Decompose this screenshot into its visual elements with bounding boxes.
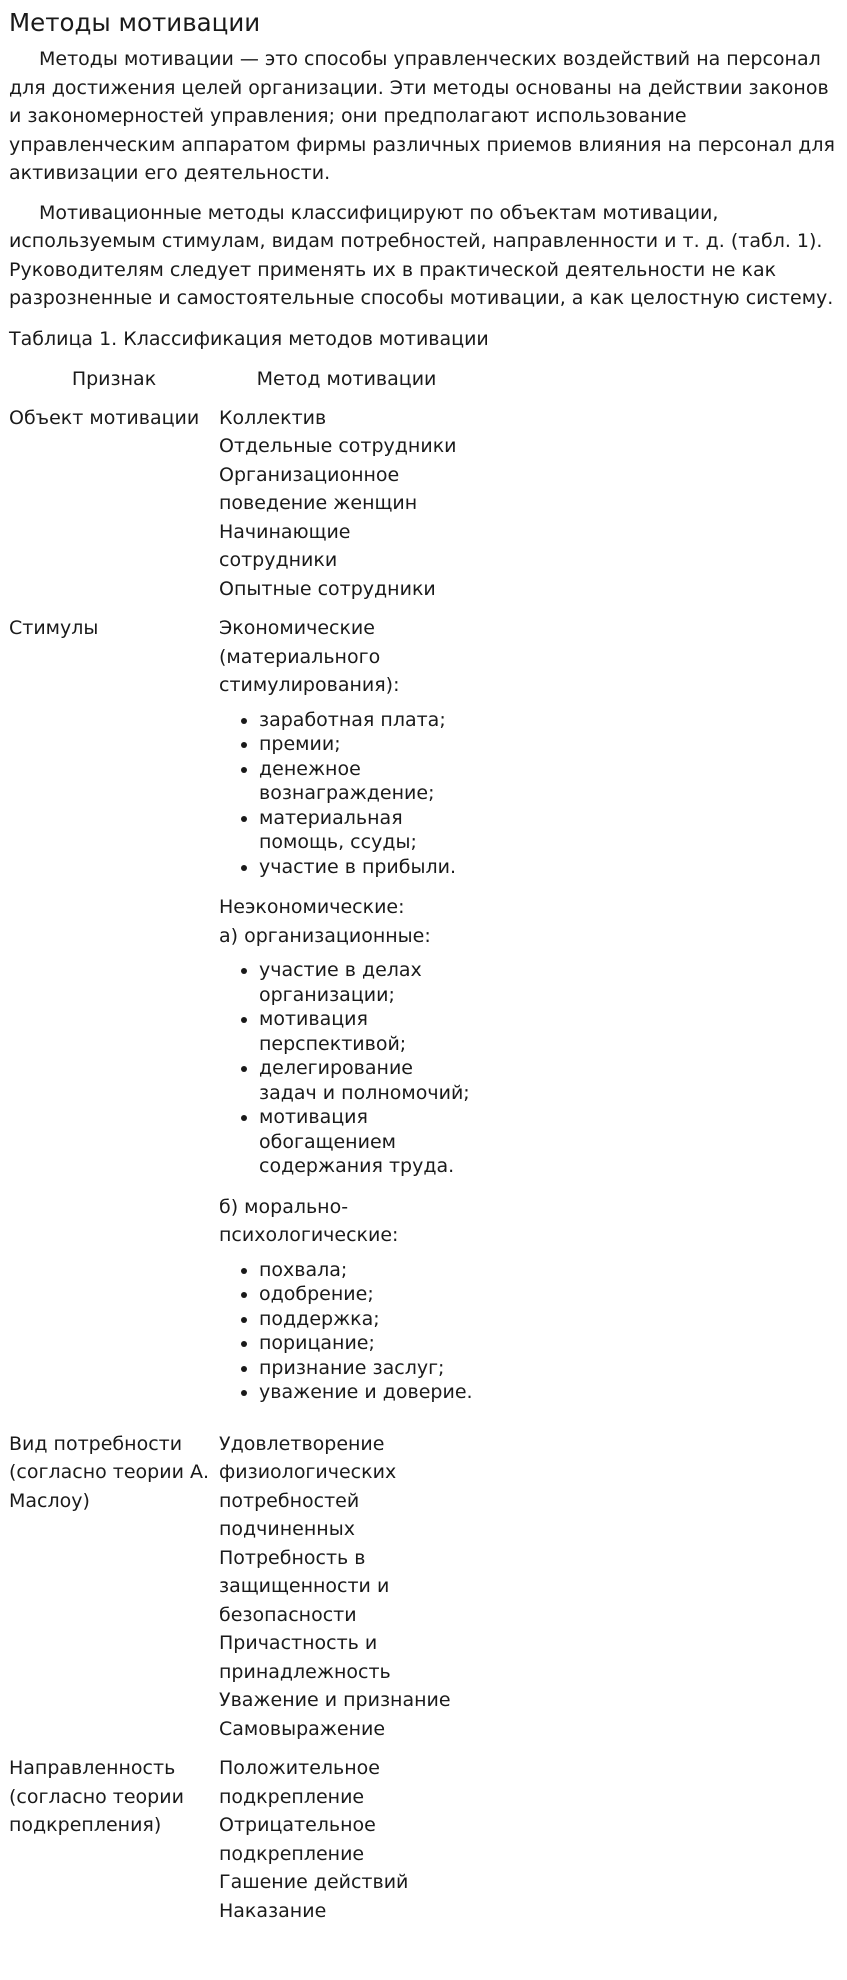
method-item: Начинающие сотрудники xyxy=(219,520,351,571)
list-item: • признание заслуг; xyxy=(259,1356,474,1381)
list-item: • премии; xyxy=(259,732,474,757)
header-feature: Признак xyxy=(71,368,157,390)
method-cell xyxy=(219,404,474,615)
organizational-list xyxy=(219,958,474,1179)
economic-heading: Экономические (материального стимулирования): xyxy=(219,617,400,696)
method-item: Причастность и принадлежность xyxy=(219,1632,391,1683)
table-caption: Таблица 1. Классификация методов мотивации xyxy=(9,327,489,350)
method-item: Организационное поведение женщин xyxy=(219,463,418,514)
economic-list xyxy=(219,708,474,880)
method-item: Уважение и признание xyxy=(219,1689,451,1711)
feature-cell: Направленность (согласно теории подкрепления) xyxy=(9,1757,184,1836)
organizational-heading: а) организационные: xyxy=(219,924,431,947)
feature-cell: Объект мотивации xyxy=(9,406,200,429)
moral-list xyxy=(219,1258,474,1405)
method-item: Наказание xyxy=(219,1899,327,1922)
list-item: • делегирование задач и полномочий; xyxy=(259,1056,474,1105)
moral-heading: б) морально-психологические: xyxy=(219,1195,399,1246)
list-item: • участие в прибыли. xyxy=(259,855,474,880)
classification-paragraph: Мотивационные методы классифицируют по объектам мотивации, используемым стимулам, видам потребностей, направленности и т. д. (табл. 1). Руководителям следует применять их в практической деятельности не как разрозненные и самостоятельные способы мотивации, а как целостную систему. xyxy=(9,201,834,309)
list-item: • поддержка; xyxy=(259,1307,474,1332)
page-title: Методы мотивации xyxy=(9,8,261,37)
method-item: Гашение действий xyxy=(219,1871,409,1893)
method-cell xyxy=(219,1754,474,1936)
header-method: Метод мотивации xyxy=(256,368,437,390)
list-item: • материальная помощь, ссуды; xyxy=(259,806,474,855)
method-item: Коллектив xyxy=(219,406,327,429)
method-item: Положительное подкрепление xyxy=(219,1757,380,1808)
list-item: • мотивация обогащением содержания труда. xyxy=(259,1105,474,1179)
table-row-stimuli xyxy=(9,614,474,1430)
list-item: • порицание; xyxy=(259,1331,474,1356)
method-item: Отрицательное подкрепление xyxy=(219,1814,376,1865)
list-item: • уважение и доверие. xyxy=(259,1380,474,1405)
method-cell xyxy=(219,1430,474,1755)
list-item: • одобрение; xyxy=(259,1282,474,1307)
list-item: • заработная плата; xyxy=(259,708,474,733)
intro-paragraph: Методы мотивации — это способы управленческих воздействий на персонал для достижения целей организации. Эти методы основаны на действии законов и закономерностей управления; они предполагают использование управленческим аппаратом фирмы различных приемов влияния на персонал для активизации его деятельности. xyxy=(9,48,835,184)
table-row-direction xyxy=(9,1754,474,1936)
classification-table xyxy=(9,365,474,1936)
table-row-needs xyxy=(9,1430,474,1755)
table-header-row xyxy=(9,365,474,404)
document-page xyxy=(0,8,847,1936)
feature-cell: Вид потребности (согласно теории А. Маслоу) xyxy=(9,1432,210,1512)
method-cell xyxy=(219,614,474,1430)
table-row-object xyxy=(9,404,474,615)
method-item: Отдельные сотрудники xyxy=(219,435,457,457)
list-item: • участие в делах организации; xyxy=(259,958,474,1007)
list-item: • мотивация перспективой; xyxy=(259,1007,474,1056)
non-economic-heading: Неэкономические: xyxy=(219,896,405,918)
method-item: Потребность в защищенности и безопасности xyxy=(219,1546,390,1626)
method-item: Опытные сотрудники xyxy=(219,577,436,600)
method-item: Самовыражение xyxy=(219,1717,386,1740)
feature-cell: Стимулы xyxy=(9,617,99,639)
method-item: Удовлетворение физиологических потребностей подчиненных xyxy=(219,1432,397,1540)
list-item: • денежное вознаграждение; xyxy=(259,757,474,806)
list-item: • похвала; xyxy=(259,1258,474,1283)
